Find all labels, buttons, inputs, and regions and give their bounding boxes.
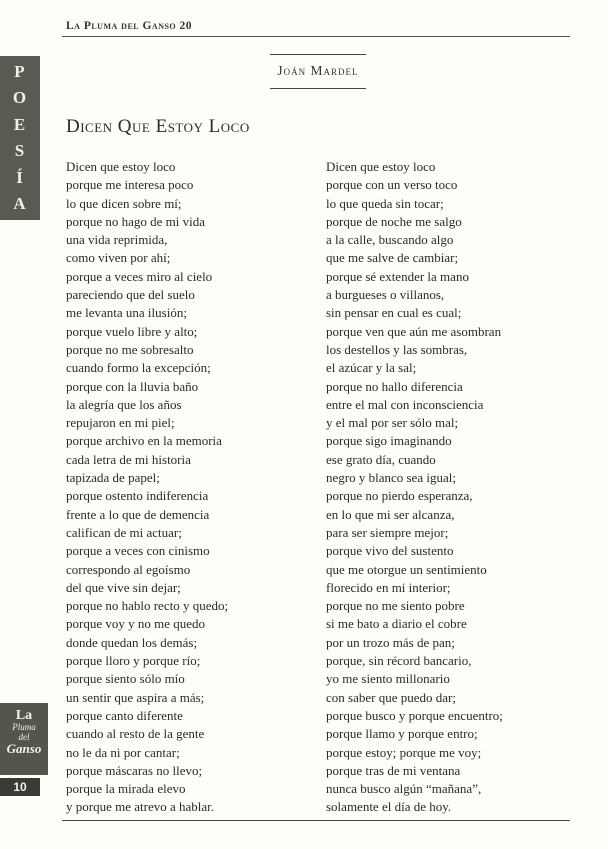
poem-line: porque busco y porque encuentro; — [326, 707, 503, 723]
poem-line: negro y blanco sea igual; — [326, 470, 456, 486]
poem-line: Dicen que estoy loco — [66, 159, 176, 174]
poem-line: porque ven que aún me asombran — [326, 323, 502, 339]
poem-line: como viven por ahí; — [66, 250, 171, 266]
poem-line: porque no hablo recto y quedo; — [66, 598, 229, 614]
section-tab-letter: S — [14, 141, 26, 161]
poem-column-right — [326, 158, 566, 817]
poem-line: Dicen que estoy loco — [326, 159, 436, 174]
poem-line: porque siento sólo mío — [66, 671, 185, 687]
poem-line: porque sé extender la mano — [326, 268, 469, 284]
section-tab-letter: O — [12, 88, 28, 108]
poem-line: una vida reprimida, — [66, 232, 168, 248]
author-block — [270, 54, 366, 89]
magazine-logo — [0, 703, 48, 775]
poem-line: porque canto diferente — [66, 707, 183, 723]
running-header-title: La Pluma del Ganso 20 — [66, 20, 193, 32]
poem-line: a la calle, buscando algo — [326, 232, 454, 248]
poem-line: porque la mirada elevo — [66, 781, 186, 797]
logo-text: Ganso — [6, 741, 42, 756]
poem-line: y porque me atrevo a hablar. — [66, 799, 214, 815]
author-rule-bottom — [270, 88, 366, 89]
poem-line: porque no pierdo esperanza, — [326, 488, 473, 504]
poem-line: donde quedan los demás; — [66, 634, 198, 650]
poem-line: la alegría que los años — [66, 396, 182, 412]
poem-line: porque lloro y porque río; — [66, 653, 201, 669]
poem-line: correspondo al egoísmo — [66, 561, 191, 577]
poem-line: porque con la lluvia baño — [66, 378, 199, 394]
poem-line: un sentir que aspira a más; — [66, 689, 205, 705]
poem-line: porque tras de mi ventana — [326, 762, 461, 778]
poem-line: repujaron en mi piel; — [66, 415, 175, 431]
poem-line: porque no hallo diferencia — [326, 378, 463, 394]
poem-line: el azúcar y la sal; — [326, 360, 417, 376]
poem-line: los destellos y las sombras, — [326, 341, 468, 357]
poem-line: porque no me sobresalto — [66, 341, 194, 357]
poem-line: sin pensar en cual es cual; — [326, 305, 462, 321]
section-tab-letter: P — [14, 62, 26, 81]
poem-line: para ser siempre mejor; — [326, 524, 449, 540]
poem-line: porque a veces miro al cielo — [66, 268, 213, 284]
logo-text: La — [15, 708, 33, 723]
poem-line: porque máscaras no llevo; — [66, 762, 203, 778]
author-name: Joán Mardel — [277, 63, 359, 78]
poem-line: que me otorgue un sentimiento — [326, 561, 487, 577]
poem-line: cuando formo la excepción; — [66, 360, 211, 376]
logo-text: del — [18, 732, 30, 742]
poem-line: porque sigo imaginando — [326, 433, 452, 449]
footer-divider — [62, 820, 570, 821]
poem-line: yo me siento millonario — [326, 671, 450, 687]
poem-line: porque me interesa poco — [66, 177, 194, 193]
poem-line: porque con un verso toco — [326, 177, 458, 193]
poem-line: porque vivo del sustento — [326, 543, 454, 559]
poem-line: no le da ni por cantar; — [66, 744, 180, 760]
poem-title: Dicen Que Estoy Loco — [66, 116, 250, 137]
poem-line: porque de noche me salgo — [326, 213, 462, 229]
poem-line: con saber que puedo dar; — [326, 689, 456, 705]
poem-line: del que vive sin dejar; — [66, 579, 181, 595]
poem-line: nunca busco algún “mañana”, — [326, 781, 482, 797]
poem-line: porque no me siento pobre — [326, 598, 465, 614]
poem-line: me levanta una ilusión; — [66, 305, 187, 321]
logo-text: Pluma — [12, 722, 36, 732]
poem-line: lo que queda sin tocar; — [326, 195, 444, 211]
poem-line: ese grato día, cuando — [326, 451, 436, 467]
poem-line: pareciendo que del suelo — [66, 287, 195, 303]
poem-line: a burgueses o villanos, — [326, 287, 445, 303]
poem-line: porque vuelo libre y alto; — [66, 323, 198, 339]
section-tab-letter: Í — [16, 167, 24, 187]
poem-line: porque archivo en la memoria — [66, 433, 222, 449]
poem-column-left — [66, 158, 316, 817]
section-tab-letter: E — [13, 114, 27, 134]
section-tab-poesia — [0, 56, 40, 220]
poem-line: porque a veces con cinismo — [66, 543, 210, 559]
poem-line: lo que dicen sobre mí; — [66, 195, 182, 211]
poem-line: porque no hago de mi vida — [66, 213, 205, 229]
poem-line: califican de mi actuar; — [66, 524, 182, 540]
poem-line: frente a lo que de demencia — [66, 506, 210, 522]
poem-line: en lo que mi ser alcanza, — [326, 506, 455, 522]
section-tab-letter: A — [13, 193, 27, 213]
poem-line: porque llamo y porque entro; — [326, 726, 478, 742]
poem-line: tapizada de papel; — [66, 470, 160, 486]
poem-line: porque estoy; porque me voy; — [326, 744, 482, 760]
poem-line: porque voy y no me quedo — [66, 616, 206, 632]
header-divider — [62, 36, 570, 37]
poem-line: cada letra de mi historia — [66, 451, 191, 467]
poem-line: que me salve de cambiar; — [326, 250, 459, 266]
page-number: 10 — [0, 778, 40, 796]
poem-line: porque, sin récord bancario, — [326, 653, 472, 669]
poem-line: y el mal por ser sólo mal; — [326, 415, 459, 431]
poem-line: porque ostento indiferencia — [66, 488, 209, 504]
poem-line: cuando al resto de la gente — [66, 726, 205, 742]
poem-line: solamente el día de hoy. — [326, 799, 452, 815]
poem-line: si me bato a diario el cobre — [326, 616, 467, 632]
poem-line: entre el mal con inconsciencia — [326, 396, 484, 412]
poem-line: por un trozo más de pan; — [326, 634, 455, 650]
poem-line: florecido en mi interior; — [326, 579, 451, 595]
